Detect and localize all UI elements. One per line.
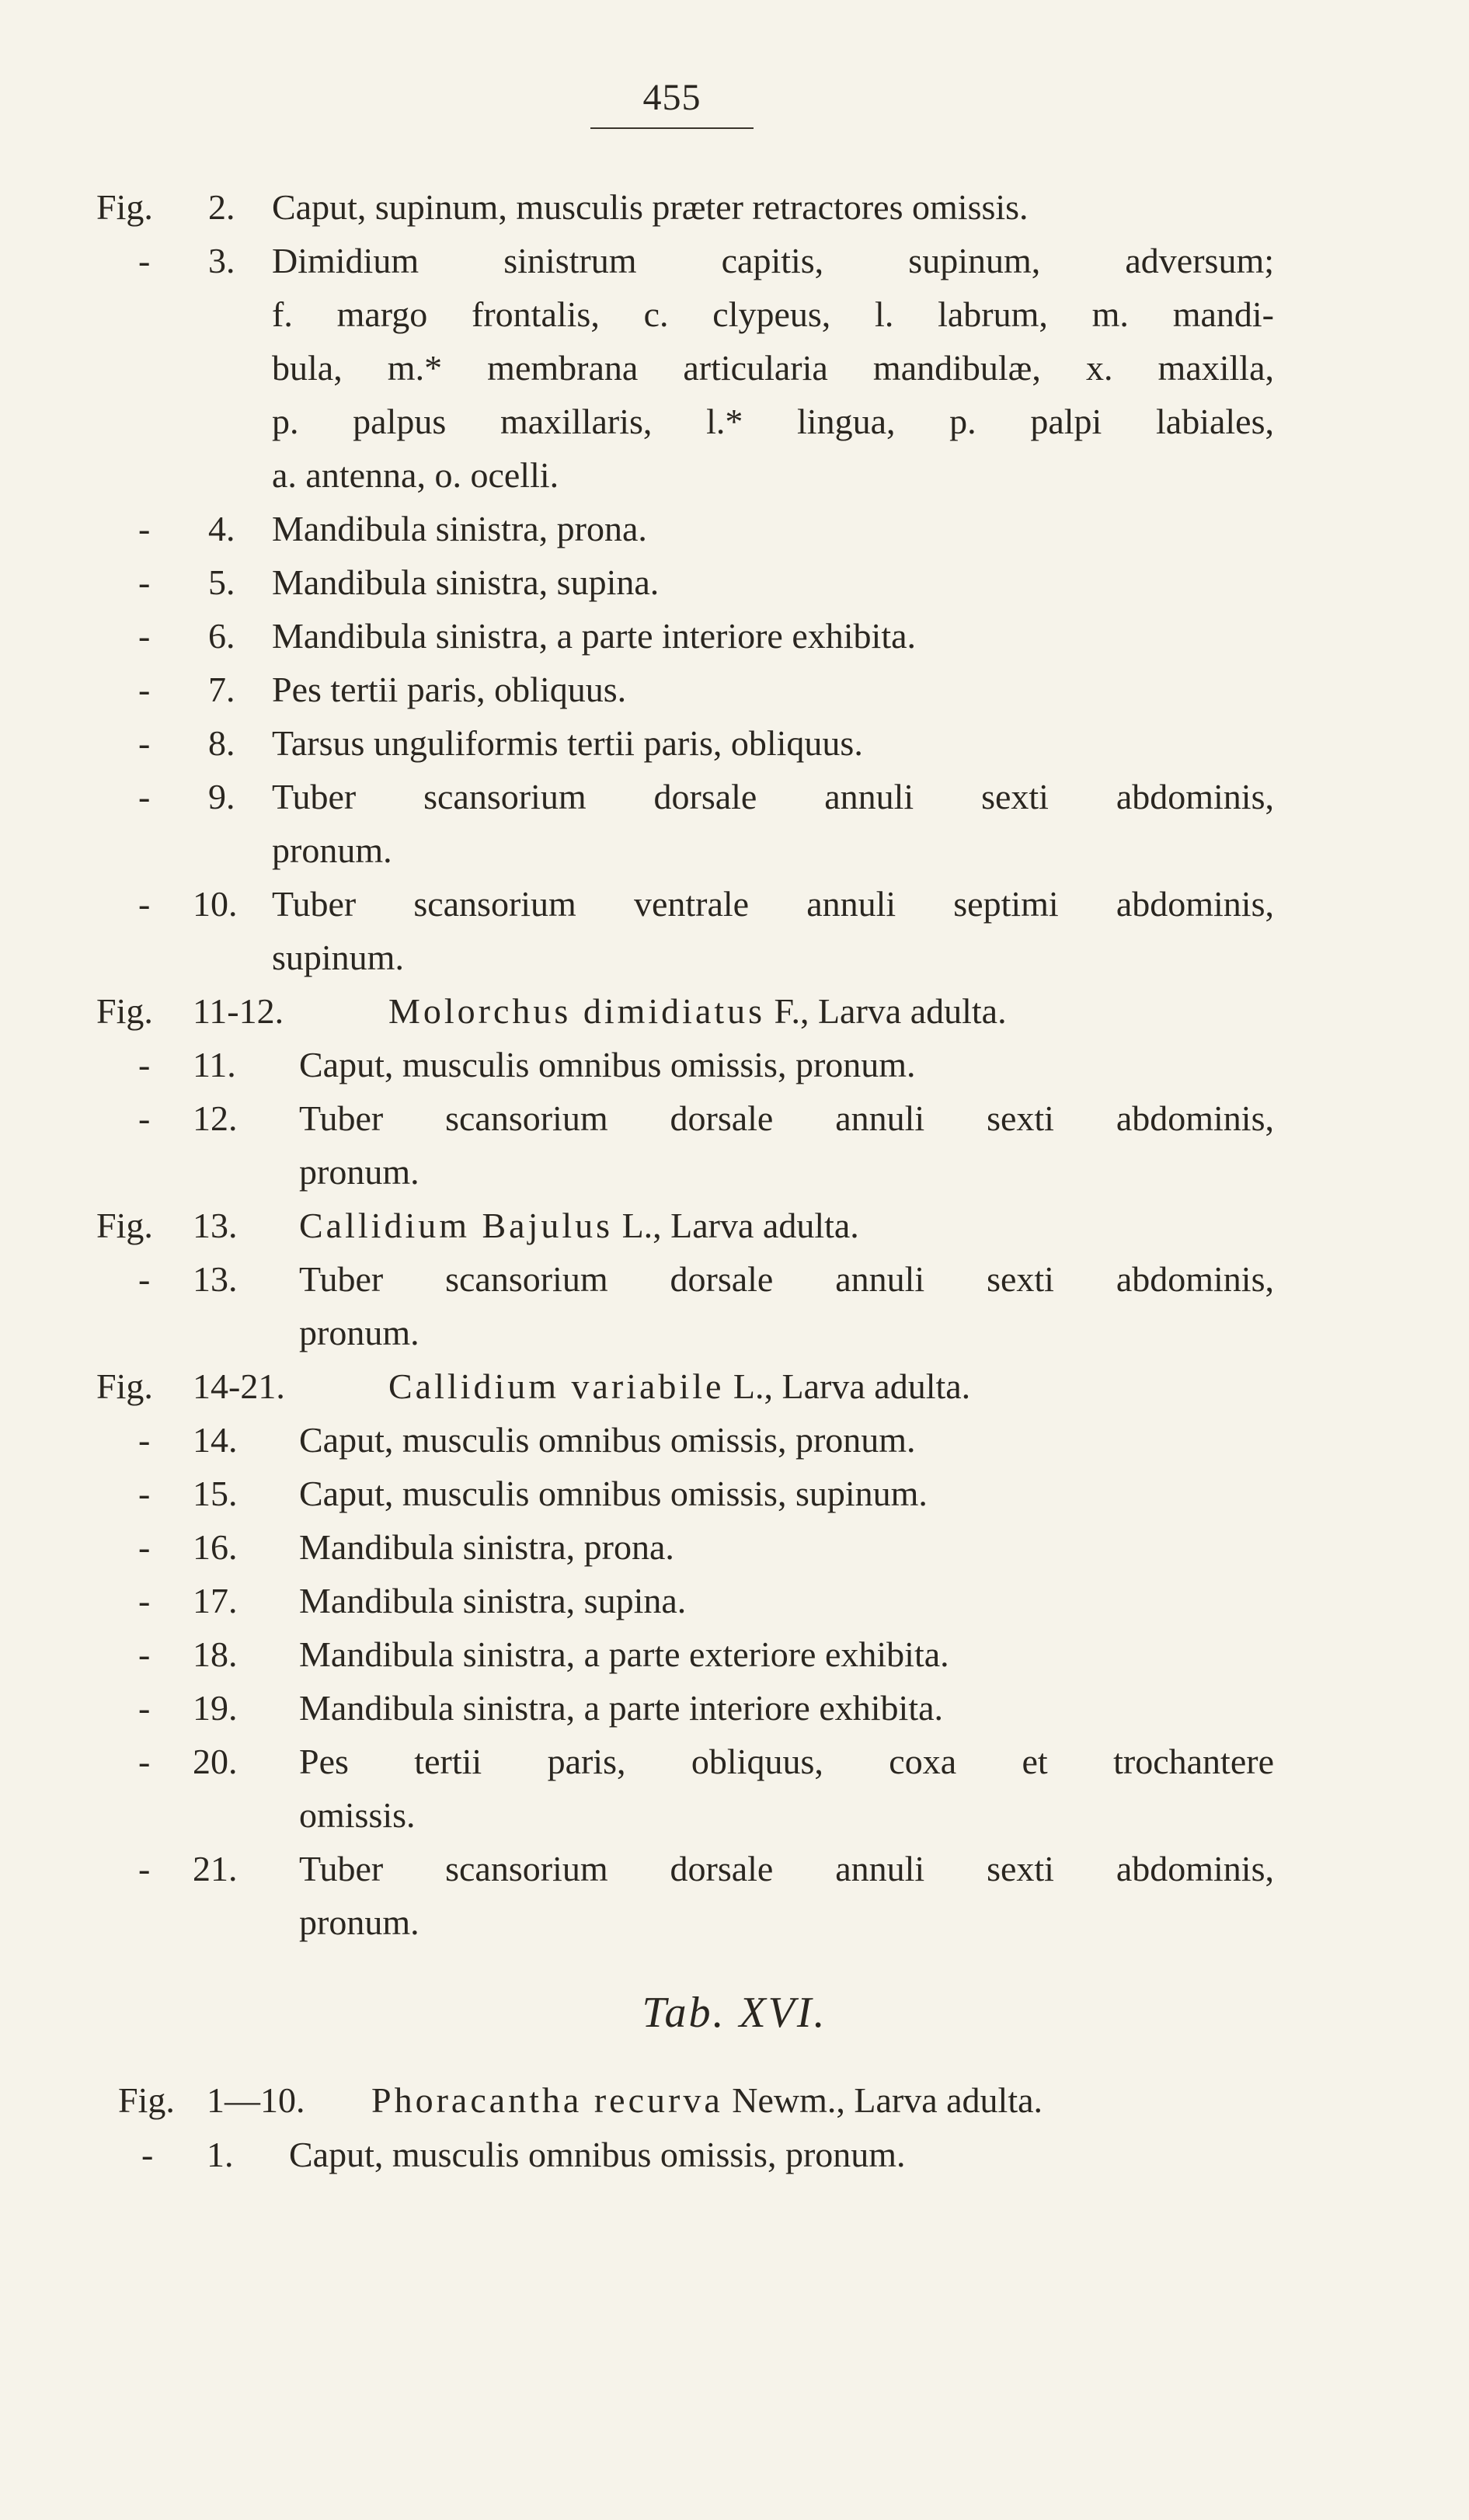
legend-line [0, 1735, 1469, 1788]
legend-text [272, 287, 1274, 341]
legend-text [272, 609, 916, 663]
legend-prefix: - [138, 1742, 151, 1781]
legend-line [0, 984, 1469, 1038]
legend-line [0, 1467, 1469, 1520]
legend-prefix: - [138, 670, 151, 709]
legend-line [0, 877, 1469, 931]
legend-text [371, 2073, 1043, 2128]
page-number: 455 [642, 77, 701, 118]
legend-text-content: F., Larva adulta. [774, 991, 1007, 1031]
species-name: Callidium variabile [388, 1366, 725, 1406]
species-name: Callidium Bajulus [299, 1206, 614, 1245]
legend-text-content: Pes tertii paris, obliquus, coxa et trochantere [299, 1742, 1274, 1781]
legend-text-content: Mandibula sinistra, a parte interiore exhibita. [272, 616, 917, 656]
legend-text-content: L., Larva adulta. [621, 1206, 859, 1245]
legend-line [0, 1788, 1469, 1842]
legend-prefix: - [138, 1581, 151, 1620]
legend-prefix: - [138, 562, 151, 602]
legend-text-content: f. margo frontalis, c. clypeus, l. labrum, m. mandi- [272, 294, 1274, 334]
figure-number: 16. [193, 1527, 238, 1567]
figure-number: 2. [208, 187, 235, 227]
legend-text [299, 1735, 1274, 1788]
figure-number: 20. [193, 1742, 238, 1781]
figure-number: 10. [193, 884, 238, 924]
figure-number: 7. [208, 670, 235, 709]
legend-text-content: pronum. [272, 830, 392, 870]
legend-prefix: Fig. [96, 187, 153, 227]
legend-text-content: Caput, musculis omnibus omissis, supinum. [299, 1474, 928, 1513]
legend-prefix: - [138, 1259, 151, 1299]
figure-legend-list [0, 180, 1469, 1949]
legend-text-content: L., Larva adulta. [733, 1366, 971, 1406]
legend-prefix: - [138, 884, 151, 924]
figure-number: 19. [193, 1688, 238, 1728]
legend-text-content: pronum. [299, 1902, 419, 1942]
figure-number: 12. [193, 1098, 238, 1138]
legend-text-content: Caput, supinum, musculis præter retractores omissis. [272, 187, 1029, 227]
legend-text-content: Mandibula sinistra, a parte interiore exhibita. [299, 1688, 944, 1728]
legend-text [299, 1199, 859, 1252]
legend-prefix: Fig. [96, 1206, 153, 1245]
figure-number: 1. [207, 2135, 234, 2174]
legend-text [299, 1038, 916, 1091]
legend-text [299, 1091, 1274, 1145]
legend-line [0, 823, 1469, 877]
legend-text [289, 2128, 906, 2182]
figure-number: 8. [208, 723, 235, 763]
legend-line [0, 448, 1469, 502]
legend-line [0, 770, 1469, 823]
figure-number: 1—10. [207, 2080, 305, 2120]
legend-prefix: - [138, 723, 151, 763]
legend-text [272, 180, 1029, 234]
legend-text-content: supinum. [272, 938, 404, 977]
legend-prefix: - [138, 777, 151, 816]
figure-number: 14-21. [193, 1366, 285, 1406]
legend-line [0, 1842, 1469, 1895]
legend-text-content: Mandibula sinistra, supina. [272, 562, 660, 602]
legend-line [0, 663, 1469, 716]
legend-text-content: a. antenna, o. ocelli. [272, 455, 559, 495]
legend-text-content: pronum. [299, 1152, 419, 1192]
legend-line [0, 1520, 1469, 1574]
legend-line [0, 1359, 1469, 1413]
legend-prefix: Fig. [118, 2080, 175, 2120]
legend-prefix: - [138, 1098, 151, 1138]
figure-number: 18. [193, 1634, 238, 1674]
legend-text [272, 555, 659, 609]
legend-text [299, 1520, 674, 1574]
legend-text-content: Tuber scansorium ventrale annuli septimi abdominis, [272, 884, 1274, 924]
legend-prefix: - [138, 1474, 151, 1513]
legend-prefix: - [138, 1849, 151, 1888]
legend-text-content: Tuber scansorium dorsale annuli sexti abdominis, [299, 1849, 1274, 1888]
legend-text-content: Dimidium sinistrum capitis, supinum, adversum; [272, 241, 1274, 280]
legend-line [0, 1413, 1469, 1467]
legend-text-content: Caput, musculis omnibus omissis, pronum. [299, 1045, 916, 1084]
legend-text-content: Mandibula sinistra, supina. [299, 1581, 687, 1620]
legend-line [0, 341, 1469, 395]
species-name: Molorchus dimidiatus [388, 991, 766, 1031]
legend-text-content: pronum. [299, 1313, 419, 1352]
legend-line [0, 395, 1469, 448]
legend-line [0, 1252, 1469, 1306]
legend-text-content: Mandibula sinistra, prona. [272, 509, 647, 548]
legend-line [0, 609, 1469, 663]
legend-text [272, 716, 863, 770]
legend-prefix: Fig. [96, 1366, 153, 1406]
legend-text [299, 1788, 416, 1842]
legend-text-content: Mandibula sinistra, a parte exteriore exhibita. [299, 1634, 949, 1674]
legend-text [299, 1574, 686, 1627]
legend-text [272, 823, 392, 877]
legend-text-content: Caput, musculis omnibus omissis, pronum. [289, 2135, 906, 2174]
legend-text-content: Caput, musculis omnibus omissis, pronum. [299, 1420, 916, 1460]
figure-number: 21. [193, 1849, 238, 1888]
legend-prefix: - [138, 1634, 151, 1674]
legend-text [272, 502, 647, 555]
legend-text-content: Tarsus unguliformis tertii paris, obliquus. [272, 723, 863, 763]
legend-line [0, 1199, 1469, 1252]
legend-prefix: - [138, 509, 151, 548]
legend-text-content: Mandibula sinistra, prona. [299, 1527, 674, 1567]
legend-text [299, 1895, 419, 1949]
legend-line [0, 234, 1469, 287]
figure-number: 9. [208, 777, 235, 816]
page-number-rule [590, 127, 754, 129]
legend-text [299, 1145, 419, 1199]
legend-text [299, 1306, 419, 1359]
legend-text [299, 1467, 928, 1520]
legend-text [299, 1627, 949, 1681]
legend-text [388, 1359, 970, 1413]
legend-line [0, 502, 1469, 555]
figure-number: 13. [193, 1206, 238, 1245]
legend-line [0, 1895, 1469, 1949]
legend-text [272, 931, 404, 984]
figure-number: 11. [193, 1045, 236, 1084]
legend-text [388, 984, 1007, 1038]
legend-text-content: Tuber scansorium dorsale annuli sexti abdominis, [272, 777, 1274, 816]
species-name: Phoracantha recurva [371, 2080, 723, 2120]
legend-prefix: - [138, 1688, 151, 1728]
legend-prefix: - [138, 1527, 151, 1567]
legend-text [272, 663, 626, 716]
legend-line [0, 716, 1469, 770]
legend-text-content: p. palpus maxillaris, l.* lingua, p. palpi labiales, [272, 402, 1274, 441]
legend-text-content: Newm., Larva adulta. [732, 2080, 1043, 2120]
legend-text [272, 341, 1274, 395]
legend-text [299, 1681, 943, 1735]
legend-text-content: Pes tertii paris, obliquus. [272, 670, 627, 709]
figure-legend-list-2 [0, 2073, 1469, 2182]
table-heading: Tab. XVI. [642, 1989, 827, 2037]
legend-prefix: Fig. [96, 991, 153, 1031]
legend-line [0, 1574, 1469, 1627]
legend-text [299, 1413, 916, 1467]
legend-line [0, 2128, 1469, 2182]
legend-line [0, 1627, 1469, 1681]
legend-text-content: omissis. [299, 1795, 416, 1835]
legend-prefix: - [141, 2135, 154, 2174]
legend-text [272, 877, 1274, 931]
legend-text-content: Tuber scansorium dorsale annuli sexti abdominis, [299, 1259, 1274, 1299]
legend-text [272, 395, 1274, 448]
legend-line [0, 931, 1469, 984]
legend-text [272, 770, 1274, 823]
figure-number: 5. [208, 562, 235, 602]
legend-line [0, 1681, 1469, 1735]
figure-number: 3. [208, 241, 235, 280]
figure-number: 6. [208, 616, 235, 656]
legend-line [0, 555, 1469, 609]
legend-text [299, 1842, 1274, 1895]
legend-line [0, 1145, 1469, 1199]
legend-line [0, 2073, 1469, 2128]
figure-number: 17. [193, 1581, 238, 1620]
legend-text [272, 448, 559, 502]
legend-text-content: bula, m.* membrana articularia mandibulæ, x. maxilla, [272, 348, 1274, 388]
legend-line [0, 287, 1469, 341]
figure-number: 11-12. [193, 991, 284, 1031]
figure-number: 13. [193, 1259, 238, 1299]
figure-number: 15. [193, 1474, 238, 1513]
legend-line [0, 180, 1469, 234]
legend-prefix: - [138, 241, 151, 280]
legend-text [272, 234, 1274, 287]
figure-number: 4. [208, 509, 235, 548]
legend-prefix: - [138, 616, 151, 656]
legend-line [0, 1038, 1469, 1091]
legend-text-content: Tuber scansorium dorsale annuli sexti abdominis, [299, 1098, 1274, 1138]
legend-line [0, 1306, 1469, 1359]
figure-number: 14. [193, 1420, 238, 1460]
legend-text [299, 1252, 1274, 1306]
legend-prefix: - [138, 1045, 151, 1084]
legend-line [0, 1091, 1469, 1145]
legend-prefix: - [138, 1420, 151, 1460]
